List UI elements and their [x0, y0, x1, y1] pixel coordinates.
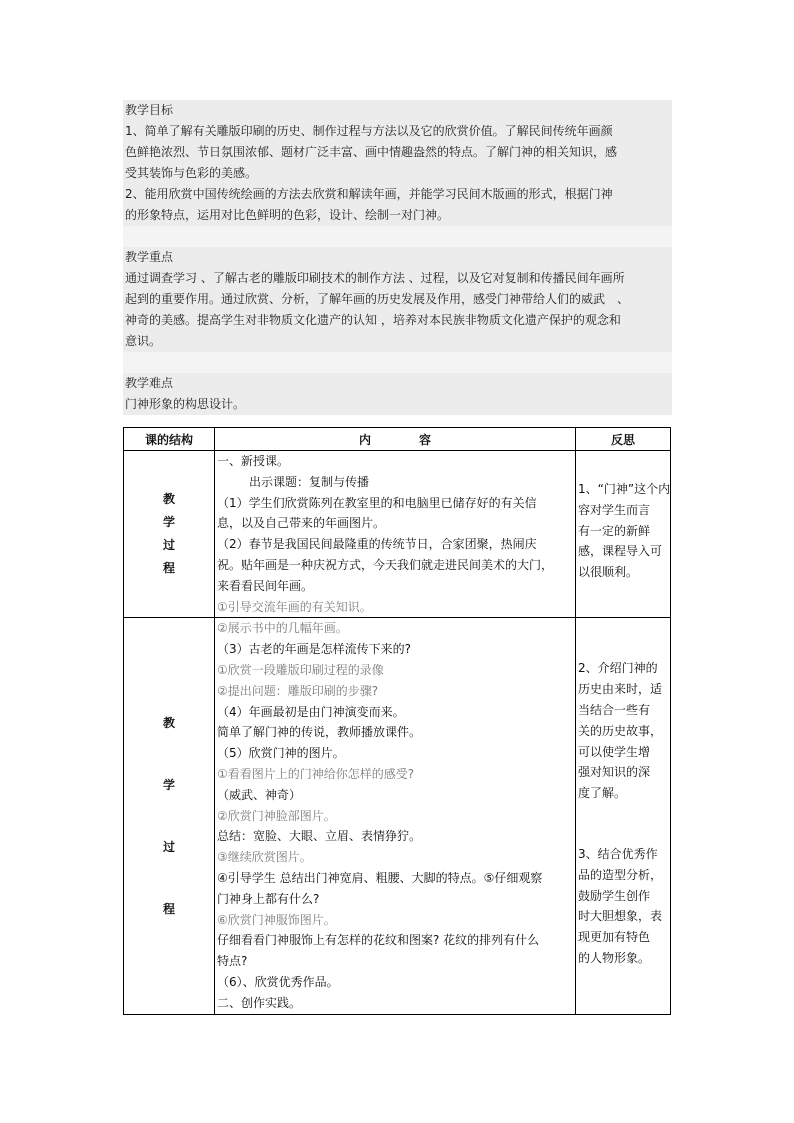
reflection-cell	[576, 451, 671, 618]
content-line: ①欣赏一段雕版印刷过程的录像	[217, 662, 384, 677]
content-line: （1）学生们欣赏陈列在教室里的和电脑里已储存好的有关信	[217, 495, 537, 510]
header-content: 内 容	[215, 428, 576, 451]
spacer	[576, 451, 670, 479]
table-row	[124, 451, 671, 618]
objectives-heading: 教学目标	[123, 100, 672, 121]
content-line: 一、新授课。	[217, 454, 290, 468]
key-points-heading: 教学重点	[123, 247, 672, 268]
content-line: 二、创作实践。	[217, 995, 302, 1010]
reflection-cell	[576, 618, 671, 1014]
content-line: （6）、欣赏优秀作品。	[217, 974, 339, 989]
difficulty-text: 门神形象的构思设计。	[123, 394, 672, 415]
reflection-line: 现更加有特色	[578, 930, 651, 945]
header-reflection: 反思	[576, 428, 671, 451]
content-line: ②提出问题：雕版印刷的步骤?	[217, 683, 379, 698]
label-char: 学	[162, 515, 175, 530]
content-line: 出示课题：复制与传播	[249, 474, 370, 489]
table-row	[124, 618, 671, 1014]
objectives-line: 1、简单了解有关雕版印刷的历史、制作过程与方法以及它的欣赏价值。了解民间传统年画颜	[123, 121, 672, 142]
reflection-line: 关的历史故事，	[578, 723, 663, 738]
key-points-line: 起到的重要作用。通过欣赏、分析，了解年画的历史发展及作用，感受门神带给人们的威武 、	[123, 289, 672, 310]
key-points-line: 神奇的美感。提高学生对非物质文化遗产的认知 ，培养对本民族非物质文化遗产保护的观念和	[123, 310, 672, 331]
table-header-row	[124, 428, 671, 451]
content-cell	[215, 451, 576, 618]
header-structure: 课的结构	[124, 428, 215, 451]
reflection-line: 时大胆想象，表	[578, 909, 663, 924]
label-char: 学	[162, 777, 175, 792]
lesson-table	[123, 427, 671, 1015]
label-char: 教	[162, 492, 175, 507]
content-line: 特点?	[217, 954, 248, 969]
label-char: 程	[162, 561, 175, 576]
content-line: ①看看图片上的门神给你怎样的感受?	[217, 766, 415, 781]
content-line: 简单了解门神的传说，教师播放课件。	[217, 725, 422, 740]
structure-label	[124, 618, 215, 1014]
content-line: 仔细看看门神服饰上有怎样的花纹和图案? 花纹的排列有什么	[217, 933, 540, 948]
reflection-line: 以很顺利。	[578, 565, 639, 580]
reflection-line: 可以使学生增	[578, 744, 651, 759]
label-char: 教	[162, 715, 175, 730]
reflection-line: 3、结合优秀作	[578, 846, 658, 861]
reflection-line: 历史由来时，适	[578, 682, 663, 697]
content-line: ⑥欣赏门神服饰图片。	[217, 912, 336, 927]
label-char: 过	[162, 839, 175, 854]
content-line: （2）春节是我国民间最隆重的传统节日，合家团聚，热闹庆	[217, 537, 537, 552]
key-points-line: 意识。	[123, 331, 672, 352]
content-line: ④引导学生 总结出门神宽肩、粗腰、大脚的特点。⑤仔细观察	[217, 870, 543, 885]
label-char: 程	[162, 901, 175, 916]
content-line: （3）古老的年画是怎样流传下来的?	[217, 642, 412, 657]
content-line: 祝。贴年画是一种庆祝方式，今天我们就走进民间美术的大门，	[217, 557, 554, 572]
reflection-line: 品的造型分析，	[578, 867, 663, 882]
reflection-line: 度了解。	[578, 786, 627, 801]
content-line: ②展示书中的几幅年画。	[217, 621, 348, 636]
content-cell	[215, 618, 576, 1014]
reflection-line: 感，课程导入可	[578, 544, 663, 559]
spacer	[123, 226, 672, 247]
label-char: 过	[162, 538, 175, 553]
reflection-line: 有一定的新鲜	[578, 523, 651, 538]
objectives-line: 的形象特点，运用对比色鲜明的色彩，设计、绘制一对门神。	[123, 205, 672, 226]
reflection-line: 鼓励学生创作	[578, 888, 651, 903]
spacer	[576, 804, 670, 844]
key-points-line: 通过调查学习 、了解古老的雕版印刷技术的制作方法 、过程，以及它对复制和传播民间年画所	[123, 268, 672, 289]
content-line: （威武、神奇）	[217, 787, 302, 802]
objectives-line: 2、能用欣赏中国传统绘画的方法去欣赏和解读年画，并能学习民间木版画的形式，根据门神	[123, 184, 672, 205]
reflection-line: 1、“门神”这个内	[578, 482, 671, 496]
content-line: ①引导交流年画的有关知识。	[217, 599, 372, 614]
lesson-plan-header	[123, 100, 672, 415]
content-line: 总结：宽脸、大眼、立眉、表情狰狞。	[217, 829, 422, 844]
content-line: 门神身上都有什么?	[217, 891, 320, 906]
content-line: （5）欣赏门神的图片。	[217, 746, 345, 761]
objectives-line: 受其装饰与色彩的美感。	[123, 163, 672, 184]
structure-label	[124, 451, 215, 618]
spacer	[123, 352, 672, 373]
reflection-line: 容对学生而言	[578, 502, 651, 517]
content-line: 息，以及自己带来的年画图片。	[217, 516, 386, 531]
content-line: ②欣赏门神脸部图片。	[217, 808, 336, 823]
objectives-line: 色鲜艳浓烈、节日氛围浓郁、题材广泛丰富、画中情趣盎然的特点。了解门神的相关知识，感	[123, 142, 672, 163]
reflection-line: 2、介绍门神的	[578, 661, 658, 676]
reflection-line: 当结合一些有	[578, 702, 651, 717]
content-line: 来看看民间年画。	[217, 578, 314, 593]
spacer	[576, 618, 670, 658]
content-line: （4）年画最初是由门神演变而来。	[217, 704, 405, 719]
difficulty-heading: 教学难点	[123, 373, 672, 394]
reflection-line: 强对知识的深	[578, 765, 651, 780]
content-line: ③继续欣赏图片。	[217, 850, 312, 865]
reflection-line: 的人物形象。	[578, 950, 651, 965]
